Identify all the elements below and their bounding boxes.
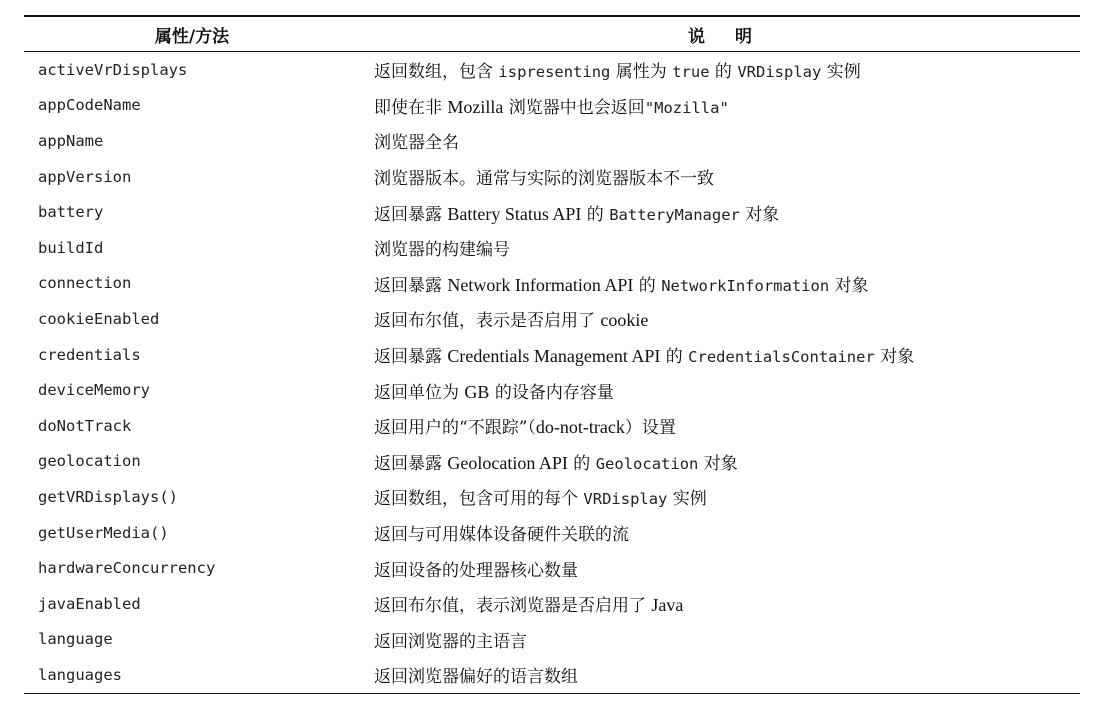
property-name: hardwareConcurrency <box>38 559 216 578</box>
property-description <box>360 266 1080 302</box>
table-row <box>24 52 1080 88</box>
property-name: buildId <box>38 238 104 257</box>
description-text: Java <box>651 595 684 616</box>
description-text: 实例 <box>667 489 707 510</box>
table-row <box>24 479 1080 515</box>
property-description <box>360 337 1080 373</box>
code-fragment: ispresenting <box>498 63 611 82</box>
description-text: 的 <box>660 347 689 368</box>
property-description <box>360 479 1080 515</box>
description-text: 返回用户的“不跟踪”（ <box>374 418 536 439</box>
description-text: 返回布尔值，表示是否启用了 <box>374 311 601 332</box>
table-row <box>24 266 1080 302</box>
description-text: 返回暴露 <box>374 204 448 225</box>
header-property-method: 属性/方法 <box>24 16 360 52</box>
property-name: geolocation <box>38 452 141 471</box>
description-text: 返回数组，包含可用的每个 <box>374 489 584 510</box>
property-description <box>360 372 1080 408</box>
property-name: doNotTrack <box>38 416 132 435</box>
table-row <box>24 657 1080 693</box>
property-name: deviceMemory <box>38 381 150 400</box>
table-row <box>24 194 1080 230</box>
property-name: connection <box>38 274 132 293</box>
property-name: battery <box>38 203 104 222</box>
property-description <box>360 622 1080 658</box>
property-name: appName <box>38 131 104 150</box>
description-text: Battery Status API <box>447 203 582 224</box>
property-description <box>360 550 1080 586</box>
description-text: Mozilla <box>447 96 504 117</box>
property-description <box>360 444 1080 480</box>
table-body <box>24 52 1080 694</box>
description-text: 的 <box>633 275 662 296</box>
table-row <box>24 230 1080 266</box>
description-text: Network Information API <box>447 274 634 295</box>
code-fragment: CredentialsContainer <box>688 348 875 367</box>
description-text: 返回数组，包含 <box>374 62 499 83</box>
description-text: 返回暴露 <box>374 453 448 474</box>
table-row <box>24 372 1080 408</box>
code-fragment: Geolocation <box>595 454 699 473</box>
property-name: credentials <box>38 345 141 364</box>
table-row <box>24 337 1080 373</box>
description-text: 即使在非 <box>374 97 448 118</box>
property-name: appCodeName <box>38 96 141 115</box>
description-text: cookie <box>600 310 649 331</box>
property-description <box>360 230 1080 266</box>
header-row <box>24 16 1080 52</box>
description-text: 属性为 <box>610 62 673 83</box>
property-name: javaEnabled <box>38 594 141 613</box>
table-row <box>24 586 1080 622</box>
description-text: Geolocation API <box>447 452 568 473</box>
code-fragment: true <box>672 63 710 82</box>
property-name: cookieEnabled <box>38 309 160 328</box>
property-description <box>360 123 1080 159</box>
description-text: 浏览器中也会返回 <box>503 97 645 118</box>
table-row <box>24 88 1080 124</box>
property-name: languages <box>24 657 360 693</box>
table-row <box>24 622 1080 658</box>
description-text: 的 <box>567 453 596 474</box>
description-text: 对象 <box>874 347 915 368</box>
description-text: Credentials Management API <box>447 346 661 367</box>
description-text: 浏览器全名 <box>374 133 459 154</box>
property-description <box>360 586 1080 622</box>
description-text: 返回与可用媒体设备硬件关联的流 <box>374 525 629 546</box>
description-text: 对象 <box>739 204 780 225</box>
property-description <box>360 657 1080 693</box>
table-header <box>24 16 1080 52</box>
description-text: 的设备内存容量 <box>489 382 614 403</box>
property-description <box>360 159 1080 195</box>
code-fragment: "Mozilla" <box>644 98 729 117</box>
navigator-properties-table <box>24 15 1080 694</box>
property-description <box>360 194 1080 230</box>
description-text: do-not-track <box>535 417 625 438</box>
description-text: 返回布尔值，表示浏览器是否启用了 <box>374 596 652 617</box>
description-text: 返回浏览器偏好的语言数组 <box>374 667 578 688</box>
description-text: 浏览器的构建编号 <box>374 240 510 261</box>
description-text: 的 <box>581 204 610 225</box>
property-description <box>360 301 1080 337</box>
table-row <box>24 301 1080 337</box>
table-row <box>24 550 1080 586</box>
header-description: 说明 <box>360 16 1080 52</box>
description-text: 对象 <box>698 453 738 474</box>
table-row <box>24 444 1080 480</box>
property-name: appVersion <box>38 167 132 186</box>
code-fragment: NetworkInformation <box>661 276 830 295</box>
description-text: 返回单位为 <box>374 382 465 403</box>
table-row <box>24 159 1080 195</box>
property-description <box>360 408 1080 444</box>
table-row <box>24 408 1080 444</box>
property-name: language <box>38 630 113 649</box>
property-description <box>360 515 1080 551</box>
description-text: 返回设备的处理器核心数量 <box>374 560 578 581</box>
description-text: ）设置 <box>624 418 676 439</box>
table-row <box>24 515 1080 551</box>
code-fragment: VRDisplay <box>583 490 668 509</box>
description-text: 实例 <box>821 62 861 83</box>
table-row <box>24 123 1080 159</box>
code-fragment: BatteryManager <box>609 205 740 224</box>
description-text: 返回浏览器的主语言 <box>374 631 527 652</box>
property-name: activeVrDisplays <box>38 60 188 79</box>
code-fragment: VRDisplay <box>737 63 822 82</box>
description-text: 的 <box>709 62 738 83</box>
description-text: GB <box>464 381 490 402</box>
property-name: getUserMedia() <box>38 523 169 542</box>
property-description <box>360 88 1080 124</box>
description-text: 返回暴露 <box>374 347 448 368</box>
description-text: 浏览器版本。通常与实际的浏览器版本不一致 <box>374 169 714 190</box>
description-text: 返回暴露 <box>374 275 448 296</box>
description-text: 对象 <box>829 275 869 296</box>
properties-table-container <box>24 15 1080 694</box>
property-name: getVRDisplays() <box>38 487 178 506</box>
property-description <box>360 52 1080 88</box>
